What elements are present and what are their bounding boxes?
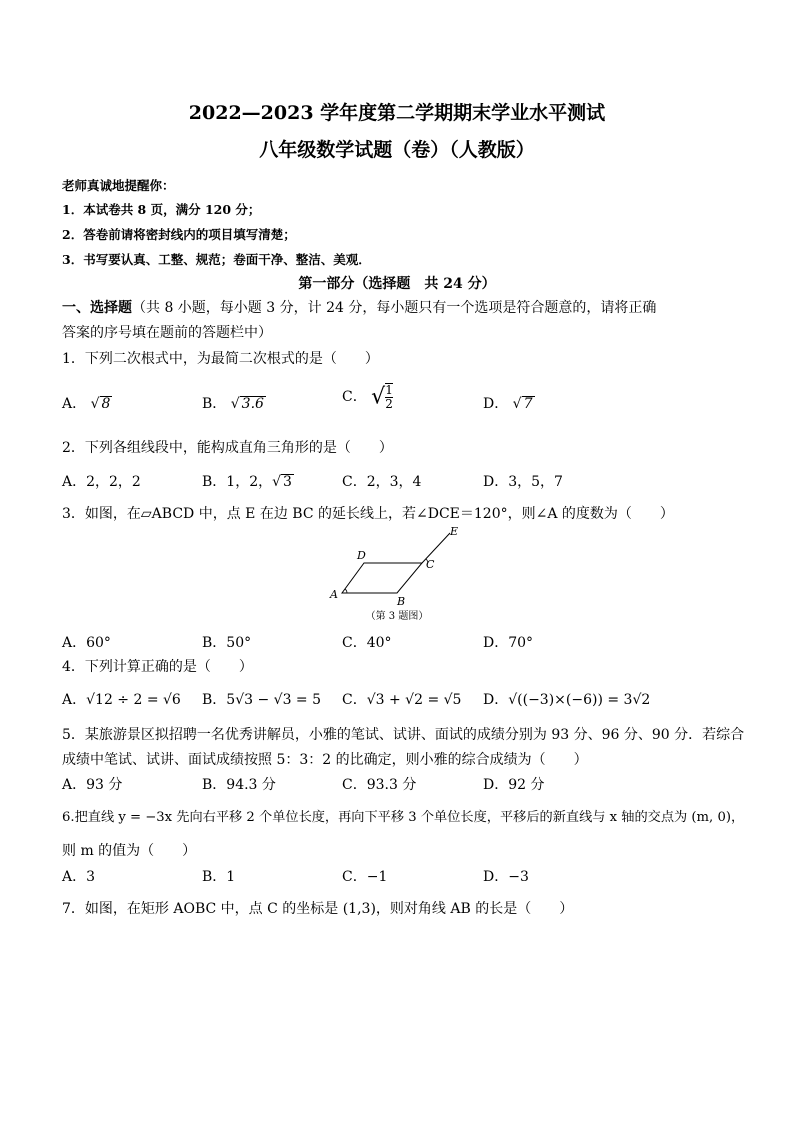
q6-option-b: B．1 [202, 869, 236, 885]
q1-option-c: C． √ $\frac{1}{2}$ [342, 383, 393, 412]
q1-stem: 1．下列二次根式中，为最简二次根式的是（ ） [62, 351, 379, 367]
q1-a-label: A． [62, 396, 87, 412]
q5-option-c: C．93.3 分 [342, 777, 417, 793]
q1-option-b: B． √ 3.6 [202, 396, 264, 412]
q3-option-a: A．60° [62, 635, 111, 651]
q6-option-c: C．−1 [342, 869, 388, 885]
q1-a-radicand: 8 [101, 396, 111, 412]
q1-b-label: B． [202, 396, 227, 412]
q1-d-radicand: 7 [523, 396, 533, 412]
q3-option-b: B．50° [202, 635, 252, 651]
note-1: 1．本试卷共 8 页，满分 120 分； [62, 202, 261, 217]
q2-option-d: D．3，5，7 [483, 474, 563, 490]
q2-option-b: B．1，2，√ 3 [202, 474, 292, 490]
q2-b-radicand: 3 [283, 474, 292, 490]
q6-option-a: A．3 [62, 869, 96, 885]
label-a: A [330, 588, 338, 601]
q4-option-d: D．√((−3)×(−6)) = 3√2 [483, 692, 651, 708]
q3-option-c: C．40° [342, 635, 392, 651]
q2-option-c: C．2，3，4 [342, 474, 422, 490]
q4-option-c: C．√3 + √2 = √5 [342, 692, 462, 708]
part-one-heading: 第一部分（选择题 共 24 分） [298, 276, 496, 292]
q7-stem: 7．如图，在矩形 AOBC 中，点 C 的坐标是 (1,3)，则对角线 AB 的长是（ ） [62, 901, 574, 917]
q5-option-d: D．92 分 [483, 777, 545, 793]
figure-caption: （第 3 题图） [365, 611, 429, 622]
parallelogram-figure [322, 525, 472, 625]
q5-option-b: B．94.3 分 [202, 777, 276, 793]
exam-title: 2022—2023 学年度第二学期期末学业水平测试 [188, 102, 606, 124]
section-one-line2: 答案的序号填在题前的答题栏中） [62, 325, 272, 341]
q2-b-text: B．1，2， [202, 474, 273, 490]
note-2: 2．答卷前请将密封线内的项目填写清楚； [62, 227, 296, 242]
q1-b-radicand: 3.6 [241, 396, 264, 412]
q4-option-b: B．5√3 − √3 = 5 [202, 692, 322, 708]
exam-subtitle: 八年级数学试题（卷）（人教版） [259, 139, 535, 161]
section-one-line1 [62, 297, 656, 317]
label-c: C [426, 558, 435, 571]
section-one-desc: （共 8 小题，每小题 3 分，计 24 分，每小题只有一个选项是符合题意的，请将正确 [132, 300, 657, 316]
q6-option-d: D．−3 [483, 869, 529, 885]
note-3: 3．书写要认真、工整、规范；卷面干净、整洁、美观． [62, 252, 371, 267]
q1-option-a: A． √ 8 [62, 396, 111, 412]
q6-line2: 则 m 的值为（ ） [62, 843, 197, 859]
q1-c-numerator: 1 [385, 383, 393, 397]
label-b: B [397, 595, 406, 608]
label-d: D [357, 549, 366, 562]
q5-line2: 成绩中笔试、试讲、面试成绩按照 5：3：2 的比确定，则小雅的综合成绩为（ ） [62, 752, 588, 768]
section-one-head: 一、选择题 [62, 300, 132, 316]
q3-stem: 3．如图，在▱ABCD 中，点 E 在边 BC 的延长线上，若∠DCE＝120°，则∠A 的度数为（ ） [62, 506, 674, 522]
q1-d-label: D． [483, 396, 509, 412]
notes-intro: 老师真诚地提醒你： [62, 178, 175, 193]
q4-option-a: A．√12 ÷ 2 = √6 [62, 692, 181, 708]
parallelogram-abcd [342, 563, 422, 593]
label-e: E [450, 525, 459, 538]
q1-c-label: C． [342, 389, 367, 406]
parallelogram-diagram [322, 525, 472, 625]
q1-c-denominator: 2 [385, 397, 393, 412]
q2-option-a: A．2，2，2 [62, 474, 141, 490]
q5-option-a: A．93 分 [62, 777, 123, 793]
q1-c-fraction [385, 383, 393, 411]
q3-option-d: D．70° [483, 635, 534, 651]
q2-stem: 2．下列各组线段中，能构成直角三角形的是（ ） [62, 440, 393, 456]
angle-a-arc [345, 589, 347, 593]
q1-option-d: D． √ 7 [483, 396, 533, 412]
q6-line1: 6.把直线 y = −3x 先向右平移 2 个单位长度，再向下平移 3 个单位长度，平移后的新直线与 x 轴的交点为 (m, 0)， [62, 810, 745, 825]
q5-line1: 5．某旅游景区拟招聘一名优秀讲解员，小雅的笔试、试讲、面试的成绩分别为 93 分、96 分、90 分．若综合 [62, 727, 745, 743]
q4-stem: 4．下列计算正确的是（ ） [62, 659, 253, 675]
